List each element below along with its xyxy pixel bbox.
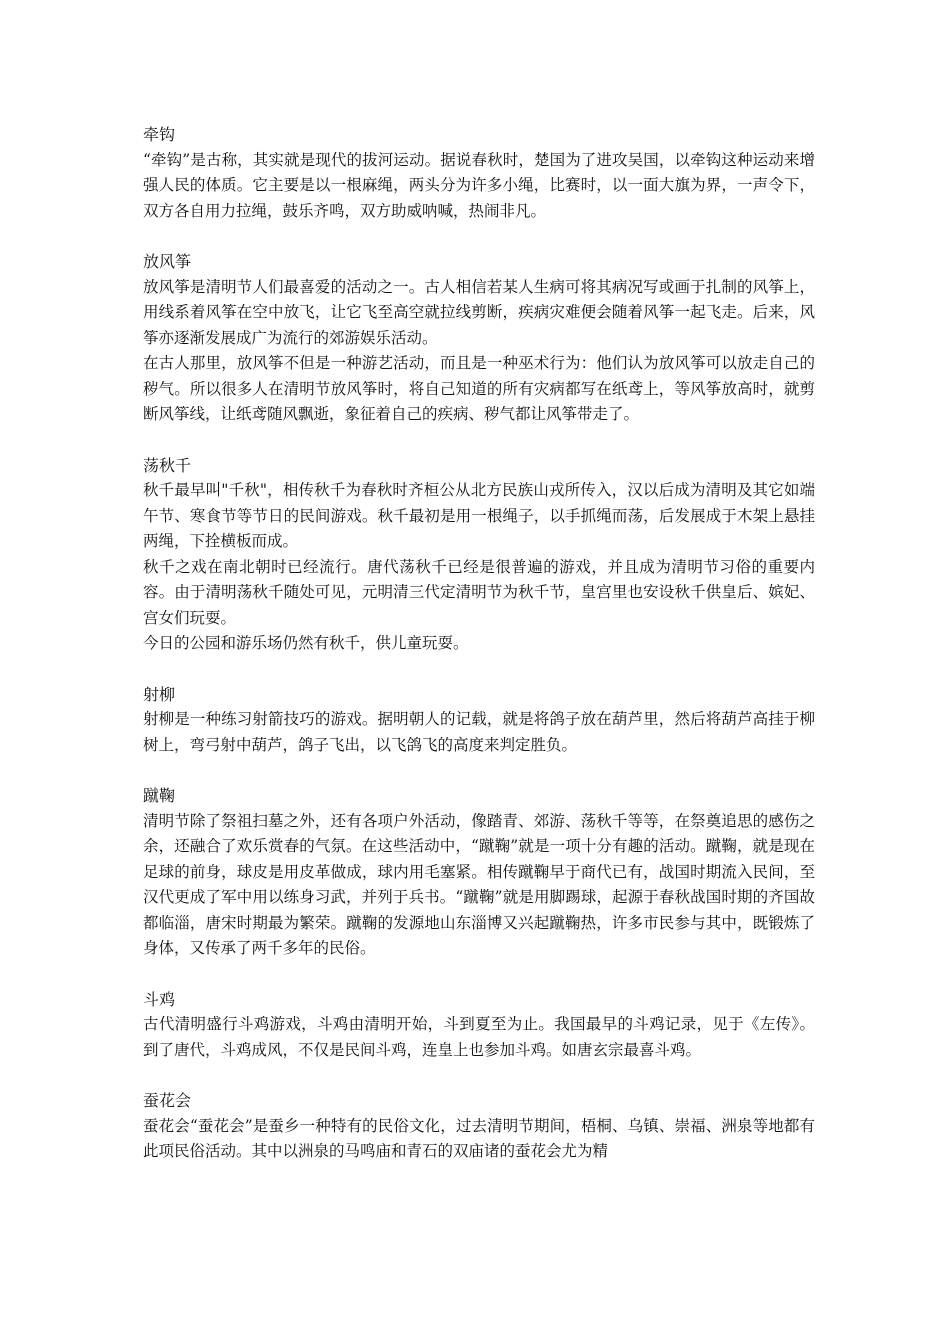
paragraph: 秋千之戏在南北朝时已经流行。唐代荡秋千已经是很普遍的游戏，并且成为清明节习俗的重要内容。由于清明荡秋千随处可见，元明清三代定清明节为秋千节，皇宫里也安设秋千供皇后、嫔妃、宫女们玩耍。 [143, 557, 815, 627]
section-title: 荡秋千 [143, 455, 192, 475]
paragraph: 放风筝是清明节人们最喜爱的活动之一。古人相信若某人生病可将其病况写或画于扎制的风筝上，用线系着风筝在空中放飞，让它飞至高空就拉线剪断，疾病灾难便会随着风筝一起飞走。后来，风筝亦逐渐发展成广为流行的郊游娱乐活动。 [143, 277, 815, 347]
paragraph: 今日的公园和游乐场仍然有秋千，供儿童玩耍。 [143, 634, 469, 652]
paragraph: 古代清明盛行斗鸡游戏，斗鸡由清明开始，斗到夏至为止。我国最早的斗鸡记录，见于《左传》。到了唐代，斗鸡成风，不仅是民间斗鸡，连皇上也参加斗鸡。如唐玄宗最喜斗鸡。 [143, 1015, 815, 1059]
section-kite [143, 249, 815, 428]
paragraph: 在古人那里，放风筝不但是一种游艺活动，而且是一种巫术行为：他们认为放风筝可以放走自己的秽气。所以很多人在清明节放风筝时，将自己知道的所有灾病都写在纸鸢上，等风筝放高时，就剪断风筝线，让纸鸢随风飘逝，象征着自己的疾病、秽气都让风筝带走了。 [143, 354, 815, 423]
section-cockfighting [143, 987, 815, 1064]
section-title: 蹴鞠 [143, 786, 176, 805]
section-title: 斗鸡 [143, 989, 176, 1009]
section-swing [143, 453, 815, 657]
paragraph: 射柳是一种练习射箭技巧的游戏。据明朝人的记载，就是将鸽子放在葫芦里，然后将葫芦高挂于柳树上，弯弓射中葫芦，鸽子飞出，以飞鸽飞的高度来判定胜负。 [143, 710, 815, 754]
paragraph: 蚕花会“蚕花会”是蚕乡一种特有的民俗文化，过去清明节期间，梧桐、乌镇、崇福、洲泉等地都有此项民俗活动。其中以洲泉的马鸣庙和青石的双庙诸的蚕花会尤为精 [143, 1116, 815, 1160]
section-title: 放风筝 [143, 252, 192, 271]
section-qiangou [143, 122, 815, 224]
section-cuju [143, 783, 815, 962]
section-title: 蚕花会 [143, 1091, 192, 1110]
section-title: 牵钩 [143, 125, 176, 144]
section-title: 射柳 [143, 684, 176, 704]
paragraph: “牵钩”是古称，其实就是现代的拔河运动。据说春秋时，楚国为了进攻吴国，以牵钩这种运动来增强人民的体质。它主要是以一根麻绳，两头分为许多小绳，比赛时，以一面大旗为界，一声令下，双方各自用力拉绳，鼓乐齐鸣，双方助威呐喊，热闹非凡。 [143, 150, 815, 220]
paragraph: 清明节除了祭祖扫墓之外，还有各项户外活动，像踏青、郊游、荡秋千等等，在祭奠追思的感伤之余，还融合了欢乐赏春的气氛。在这些活动中，“蹴鞠”就是一项十分有趣的活动。蹴鞠，就是现在足球的前身，球皮是用皮革做成，球内用毛塞紧。相传蹴鞠早于商代已有，战国时期流入民间，至汉代更成了军中用以练身习武，并列于兵书。“蹴鞠”就是用脚踢球，起源于春秋战国时期的齐国故都临淄，唐宋时期最为繁荣。蹴鞠的发源地山东淄博又兴起蹴鞠热，许多市民参与其中，既锻炼了身体，又传承了两千多年的民俗。 [143, 811, 815, 957]
document-body [143, 122, 815, 1190]
section-willow-shooting [143, 682, 815, 759]
section-silkworm-festival [143, 1088, 815, 1165]
paragraph: 秋千最早叫"千秋"，相传秋千为春秋时齐桓公从北方民族山戎所传入，汉以后成为清明及其它如端午节、寒食节等节日的民间游戏。秋千最初是用一根绳子，以手抓绳而荡，后发展成于木架上悬挂两绳，下拴横板而成。 [143, 481, 815, 550]
